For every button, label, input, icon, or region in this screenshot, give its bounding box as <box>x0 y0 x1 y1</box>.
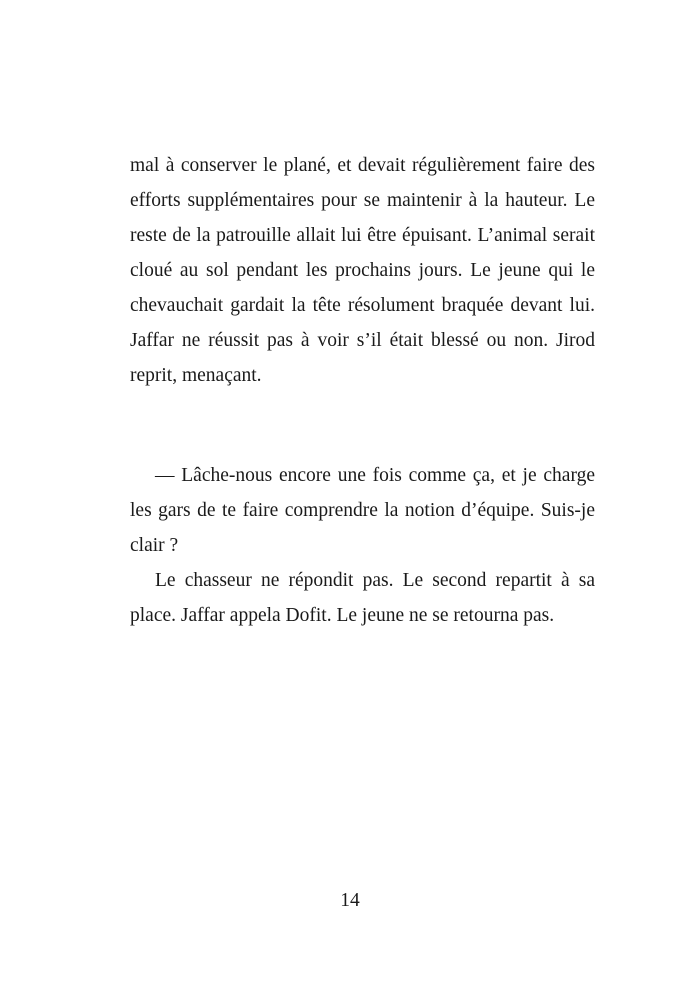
dialogue-block <box>130 458 595 633</box>
dialogue-paragraph: — Lâche-nous encore une fois comme ça, et je charge les gars de te faire comprendre la notion d’équipe. Suis-je clair ? <box>130 465 595 556</box>
narrative-paragraph: Le chasseur ne répondit pas. Le second repartit à sa place. Jaffar appela Dofit. Le jeune ne se retourna pas. <box>130 570 595 626</box>
page-number: 14 <box>340 890 360 911</box>
narrative-block <box>130 148 595 393</box>
paragraph-continuation: mal à conserver le plané, et devait régulièrement faire des efforts supplémentaires pour se maintenir à la hauteur. Le reste de la patrouille allait lui être épuisant. L’animal serait cloué au sol pendant les prochains jours. Le jeune qui le chevauchait gardait la tête résolument braquée devant lui. Jaffar ne réussit pas à voir s’il était blessé ou non. Jirod reprit, menaçant. <box>130 155 595 386</box>
